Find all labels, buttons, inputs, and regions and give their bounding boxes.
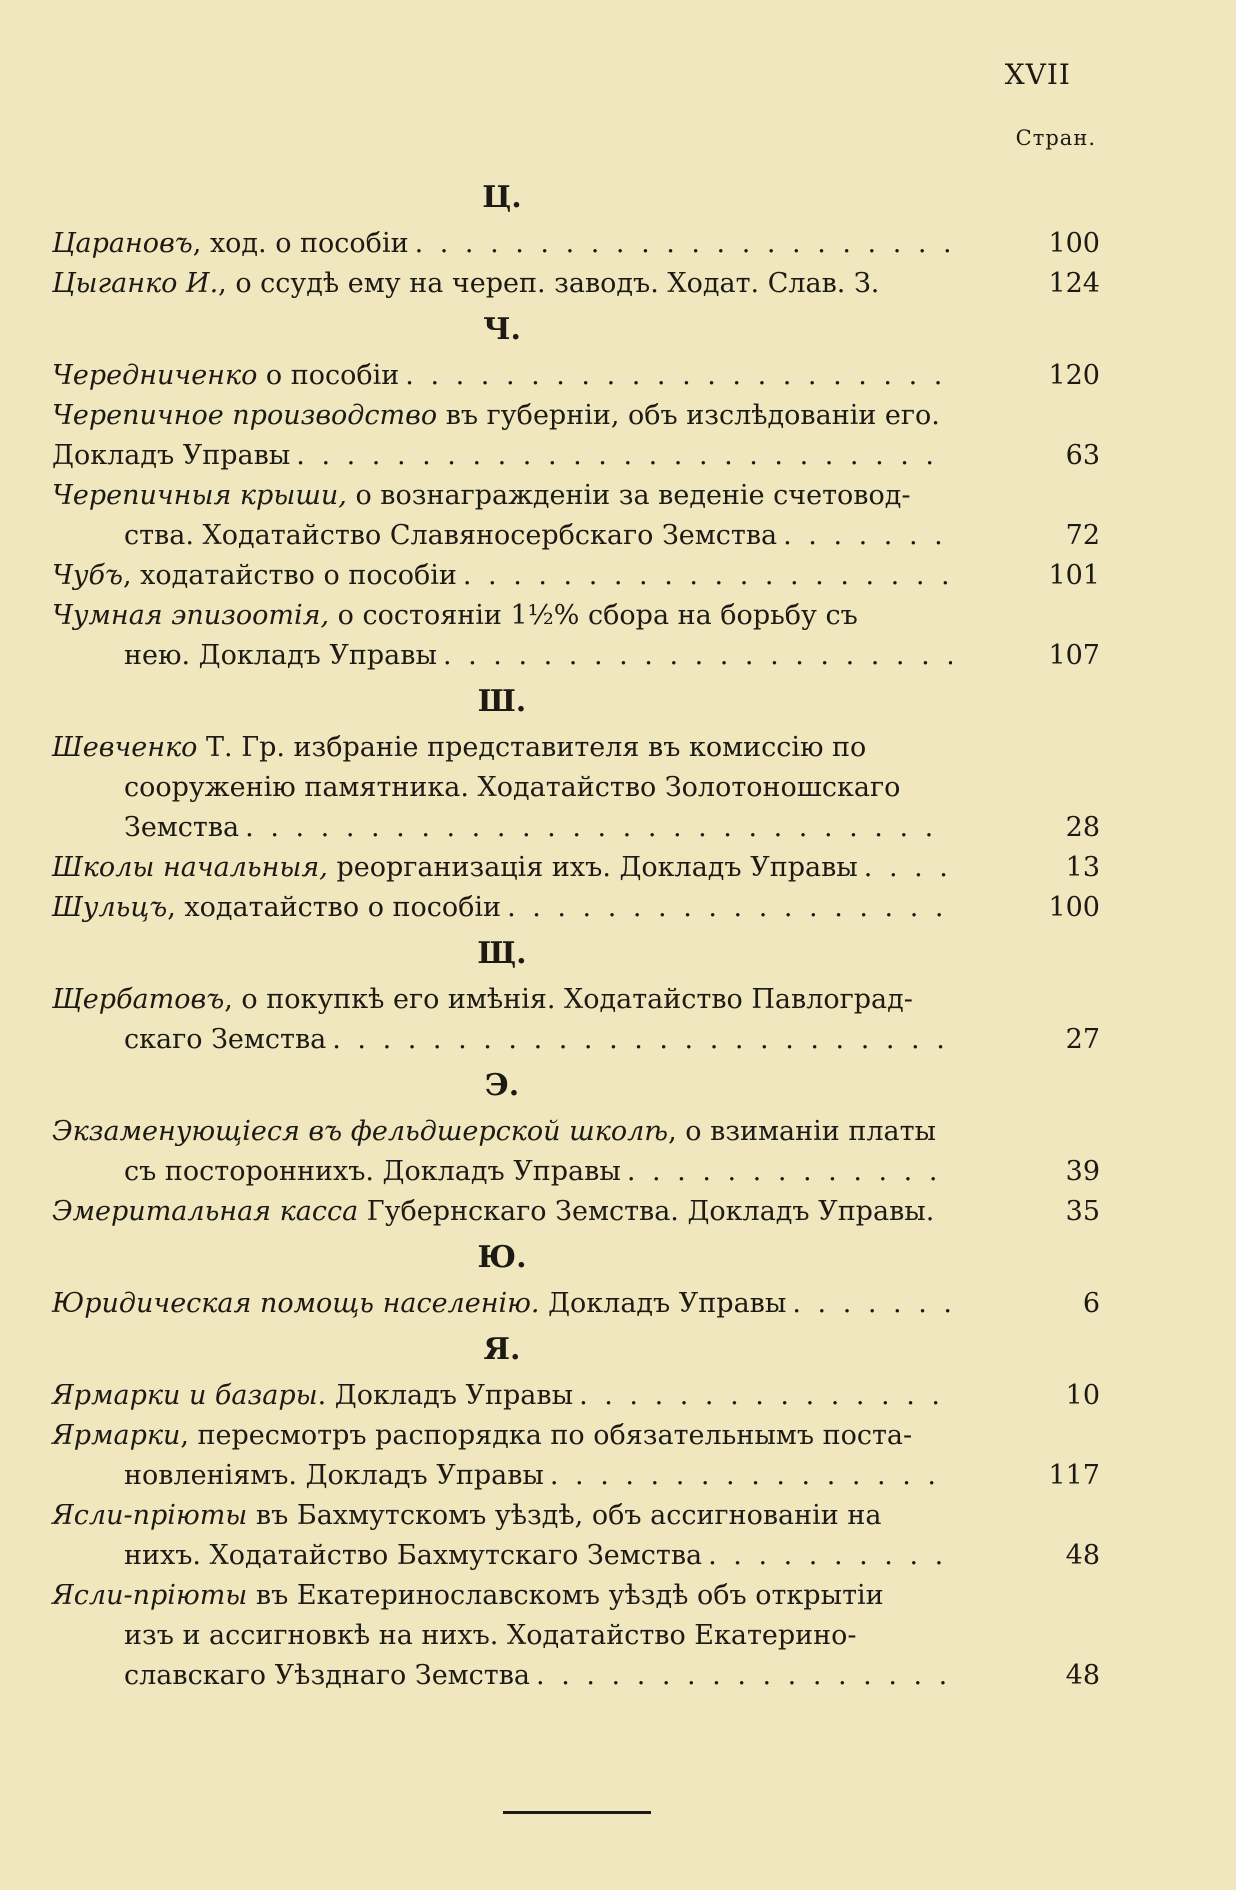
entry-line: [52, 1616, 952, 1656]
entry-line: [52, 476, 952, 516]
entry-page-number: 28: [1065, 812, 1100, 843]
entry-text: [52, 224, 952, 264]
index-entry: [52, 1284, 1102, 1324]
entry-page-number: 27: [1065, 1024, 1100, 1055]
index-entry: [52, 396, 1102, 476]
dot-leader: [507, 888, 952, 928]
page-column-label: Стран.: [1015, 126, 1096, 150]
index-entry: [52, 848, 1102, 888]
entry-description: Докладъ Управы: [52, 440, 291, 471]
entry-line: [52, 1376, 952, 1416]
entry-line: [52, 436, 952, 476]
entry-page-number: 48: [1065, 1660, 1100, 1691]
entry-line: [52, 1536, 952, 1576]
entry-line: [52, 728, 952, 768]
index-entry: [52, 556, 1102, 596]
entry-term: Эмеритальная касса: [52, 1196, 359, 1227]
index-entry: [52, 224, 1102, 264]
index-entry: [52, 1576, 1102, 1696]
entry-line: [52, 1496, 952, 1536]
entry-text: [52, 728, 952, 848]
entry-description: , пересмотръ распорядка по обязательнымъ поста-: [180, 1420, 913, 1451]
index-entry: [52, 356, 1102, 396]
entry-text: [52, 596, 952, 676]
entry-page-number: 120: [1048, 360, 1100, 391]
entry-description: ства. Ходатайство Славяносербскаго Земства: [124, 520, 778, 551]
entry-term: Ясли-пріюты: [52, 1580, 248, 1611]
entry-line: [52, 1020, 952, 1060]
entry-page-number: 107: [1048, 640, 1100, 671]
entry-description: , ход. о пособіи: [192, 228, 409, 259]
entry-text: [52, 848, 952, 888]
end-rule: [503, 1811, 651, 1814]
entry-text: [52, 980, 952, 1060]
entry-description: , о ссудѣ ему на череп. заводъ. Ходат. Слав. З.: [218, 268, 880, 299]
entry-term: Ясли-пріюты: [52, 1500, 248, 1531]
dot-leader: [536, 1656, 952, 1696]
section-letter: Ц.: [482, 180, 522, 215]
entry-description: Т. Гр. избраніе представителя въ комиссію по: [197, 732, 867, 763]
section-letter: Ч.: [483, 312, 521, 347]
entry-term: Черепичное производство: [52, 400, 438, 431]
entry-text: [52, 1416, 952, 1496]
entry-page-number: 101: [1048, 560, 1100, 591]
entry-description: , ходатайство о пособіи: [167, 892, 502, 923]
entry-page-number: 100: [1048, 892, 1100, 923]
entry-description: , о покупкѣ его имѣнія. Ходатайство Павлоград-: [224, 984, 913, 1015]
index-entry: [52, 728, 1102, 848]
entry-description: новленіямъ. Докладъ Управы: [124, 1460, 544, 1491]
entry-page-number: 6: [1082, 1288, 1100, 1319]
dot-leader: [463, 556, 952, 596]
section-letter: Ш.: [477, 684, 527, 719]
entry-term: Царановъ: [52, 228, 193, 259]
entry-text: [52, 1496, 952, 1576]
index-entry: [52, 1112, 1102, 1192]
dot-leader: [245, 808, 952, 848]
entry-description: въ Екатеринославскомъ уѣздѣ объ открытіи: [247, 1580, 884, 1611]
index-list: [52, 172, 1102, 1696]
index-entry: [52, 1192, 1102, 1232]
page-number: XVII: [1004, 58, 1071, 91]
entry-description: изъ и ассигновкѣ на нихъ. Ходатайство Екатерино-: [124, 1620, 857, 1651]
entry-line: [52, 556, 952, 596]
entry-term: Чумная эпизоотія,: [52, 600, 330, 631]
entry-description: нею. Докладъ Управы: [124, 640, 437, 671]
entry-line: [52, 1152, 952, 1192]
entry-description: Земства: [124, 812, 240, 843]
entry-line: [52, 224, 952, 264]
entry-page-number: 10: [1065, 1380, 1100, 1411]
entry-description: сооруженію памятника. Ходатайство Золотоношскаго: [124, 772, 901, 803]
index-entry: [52, 1496, 1102, 1576]
entry-term: Ярмарки: [52, 1420, 181, 1451]
entry-description: , о взиманіи платы: [668, 1116, 937, 1147]
entry-line: [52, 1416, 952, 1456]
index-entry: [52, 1416, 1102, 1496]
entry-line: [52, 356, 952, 396]
dot-leader: [579, 1376, 952, 1416]
entry-text: [52, 888, 952, 928]
entry-line: [52, 1656, 952, 1696]
dot-leader: [332, 1020, 952, 1060]
entry-line: [52, 848, 952, 888]
entry-term: Чередниченко: [52, 360, 258, 391]
entry-line: [52, 516, 952, 556]
entry-description: славскаго Уѣзднаго Земства: [124, 1660, 531, 1691]
entry-term: Шульцъ: [52, 892, 168, 923]
entry-description: , ходатайство о пособіи: [123, 560, 457, 591]
entry-line: [52, 1192, 952, 1232]
entry-description: съ постороннихъ. Докладъ Управы: [124, 1156, 621, 1187]
entry-line: [52, 596, 952, 636]
section-letter: Я.: [483, 1332, 521, 1367]
entry-text: [52, 396, 952, 476]
entry-description: въ губерніи, объ изслѣдованіи его.: [437, 400, 940, 431]
index-entry: [52, 596, 1102, 676]
entry-page-number: 100: [1048, 228, 1100, 259]
entry-description: реорганизація ихъ. Докладъ Управы: [327, 852, 858, 883]
entry-text: [52, 1576, 952, 1696]
entry-text: [52, 1284, 952, 1324]
dot-leader: [405, 356, 952, 396]
entry-text: [52, 356, 952, 396]
index-entry: [52, 980, 1102, 1060]
entry-description: Губернскаго Земства. Докладъ Управы.: [358, 1196, 935, 1227]
index-entry: [52, 1376, 1102, 1416]
entry-description: . Докладъ Управы: [317, 1380, 574, 1411]
dot-leader: [708, 1536, 952, 1576]
entry-term: Щербатовъ: [52, 984, 225, 1015]
index-entry: [52, 476, 1102, 556]
entry-line: [52, 1284, 952, 1324]
entry-text: [52, 476, 952, 556]
index-entry: [52, 264, 1102, 304]
entry-line: [52, 980, 952, 1020]
entry-description: о пособіи: [257, 360, 400, 391]
entry-line: [52, 888, 952, 928]
entry-description: о вознагражденіи за веденіе счетовод-: [346, 480, 911, 511]
entry-text: [52, 556, 952, 596]
dot-leader: [864, 848, 952, 888]
dot-leader: [783, 516, 952, 556]
index-entry: [52, 888, 1102, 928]
entry-line: [52, 1576, 952, 1616]
entry-description: нихъ. Ходатайство Бахмутскаго Земства: [124, 1540, 703, 1571]
dot-leader: [627, 1152, 952, 1192]
section-letter: Ю.: [477, 1240, 527, 1275]
entry-page-number: 124: [1048, 268, 1100, 299]
dot-leader: [296, 436, 952, 476]
entry-term: Юридическая помощь населенію.: [52, 1288, 540, 1319]
entry-line: [52, 396, 952, 436]
entry-term: Ярмарки и базары: [52, 1380, 318, 1411]
entry-page-number: 39: [1065, 1156, 1100, 1187]
entry-line: [52, 808, 952, 848]
entry-text: [52, 1192, 952, 1232]
entry-line: [52, 264, 952, 304]
entry-term: Цыганко И.: [52, 268, 219, 299]
entry-term: Черепичныя крыши,: [52, 480, 347, 511]
entry-description: въ Бахмутскомъ уѣздѣ, объ ассигнованіи на: [247, 1500, 882, 1531]
dot-leader: [443, 636, 952, 676]
entry-term: Школы начальныя,: [52, 852, 328, 883]
entry-text: [52, 1376, 952, 1416]
entry-line: [52, 1456, 952, 1496]
entry-page-number: 117: [1048, 1460, 1100, 1491]
entry-text: [52, 1112, 952, 1192]
entry-term: Чубъ: [52, 560, 124, 591]
entry-term: Экзаменующіеся въ фельдшерской школѣ: [52, 1116, 669, 1147]
section-letter: Щ.: [477, 936, 527, 971]
entry-line: [52, 1112, 952, 1152]
entry-page-number: 13: [1065, 852, 1100, 883]
entry-page-number: 63: [1065, 440, 1100, 471]
entry-line: [52, 636, 952, 676]
entry-text: [52, 264, 952, 304]
entry-term: Шевченко: [52, 732, 198, 763]
entry-description: о состояніи 1½% сбора на борьбу съ: [329, 600, 858, 631]
entry-page-number: 72: [1065, 520, 1100, 551]
entry-line: [52, 768, 952, 808]
dot-leader: [550, 1456, 952, 1496]
dot-leader: [415, 224, 952, 264]
entry-description: скаго Земства: [124, 1024, 327, 1055]
dot-leader: [792, 1284, 952, 1324]
entry-page-number: 35: [1065, 1196, 1100, 1227]
entry-page-number: 48: [1065, 1540, 1100, 1571]
section-letter: Э.: [484, 1068, 520, 1103]
entry-description: Докладъ Управы: [539, 1288, 787, 1319]
